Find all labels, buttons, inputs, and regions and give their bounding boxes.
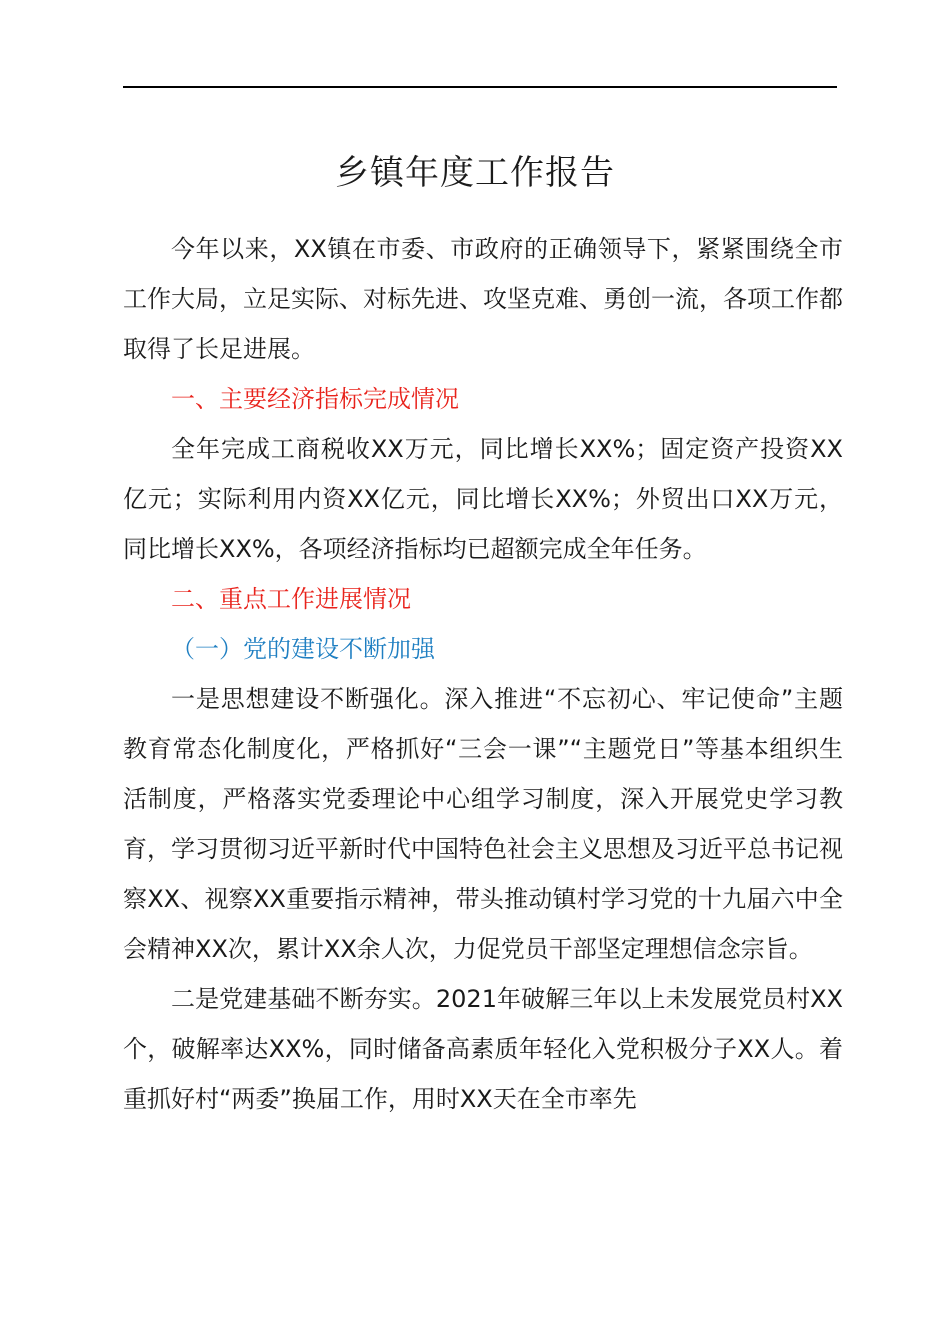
document-body <box>123 224 843 1124</box>
economic-indicators-paragraph: 全年完成工商税收XX万元，同比增长XX%；固定资产投资XX亿元；实际利用内资XX亿元，同比增长XX%；外贸出口XX万元，同比增长XX%，各项经济指标均已超额完成全年任务。 <box>123 435 843 563</box>
section-heading-key-work: 二、重点工作进展情况 <box>171 585 411 613</box>
subsection-heading-party-building: （一）党的建设不断加强 <box>171 635 435 663</box>
intro-paragraph: 今年以来，XX镇在市委、市政府的正确领导下，紧紧围绕全市工作大局，立足实际、对标先进、攻坚克难、勇创一流，各项工作都取得了长足进展。 <box>123 235 843 363</box>
document-title: 乡镇年度工作报告 <box>335 153 615 193</box>
ideological-building-paragraph: 一是思想建设不断强化。深入推进“不忘初心、牢记使命”主题教育常态化制度化，严格抓好“三会一课”“主题党日”等基本组织生活制度，严格落实党委理论中心组学习制度，深入开展党史学习教育，学习贯彻习近平新时代中国特色社会主义思想及习近平总书记视察XX、视察XX重要指示精神，带头推动镇村学习党的十九届六中全会精神XX次，累计XX余人次，力促党员干部坚定理想信念宗旨。 <box>123 685 843 963</box>
section-heading-economic-indicators: 一、主要经济指标完成情况 <box>171 385 459 413</box>
party-foundation-paragraph: 二是党建基础不断夯实。2021年破解三年以上未发展党员村XX个，破解率达XX%，同时储备高素质年轻化入党积极分子XX人。着重抓好村“两委”换届工作，用时XX天在全市率先 <box>123 985 843 1113</box>
header-rule <box>123 86 837 88</box>
